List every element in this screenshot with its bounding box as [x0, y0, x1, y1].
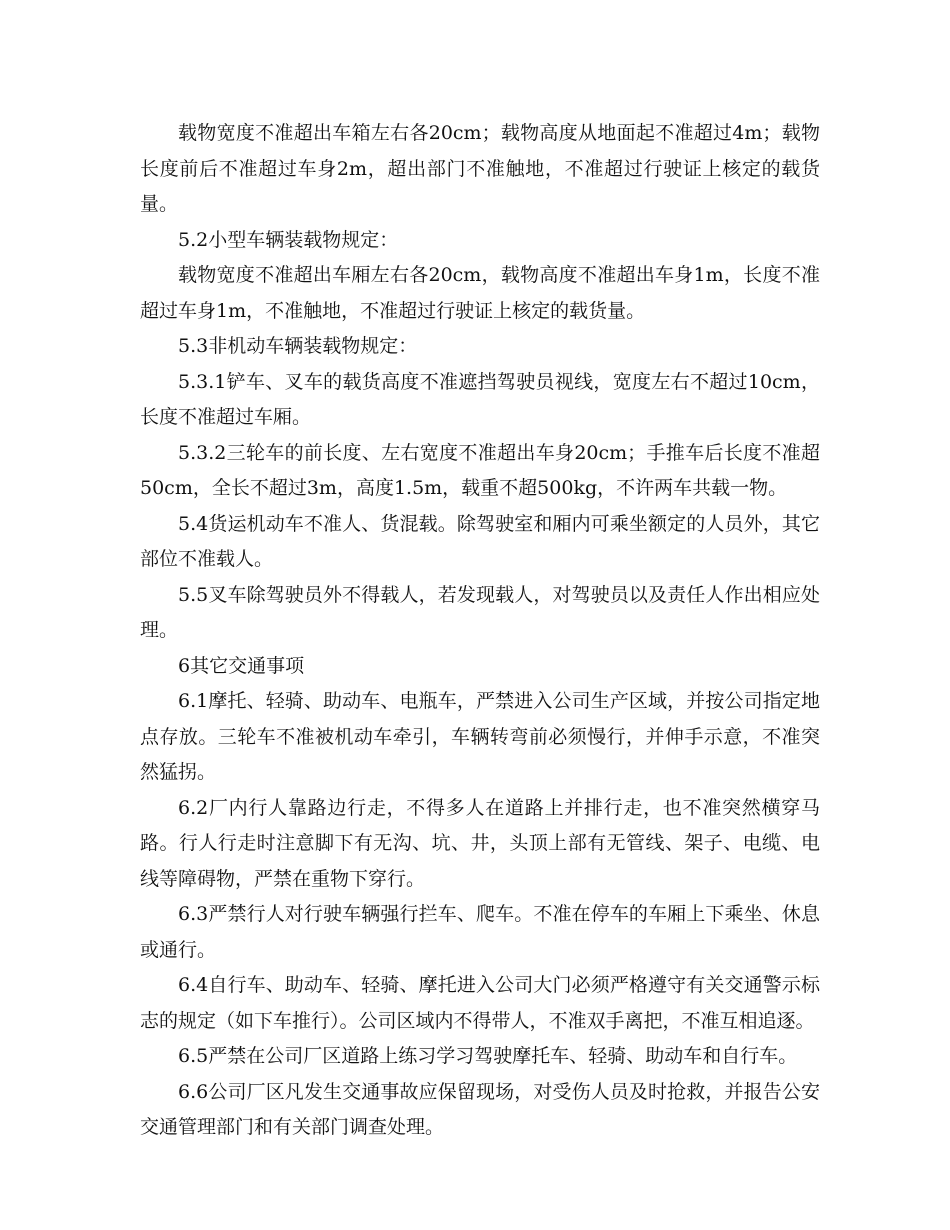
paragraph-cargo-width-small: 载物宽度不准超出车厢左右各20cm，载物高度不准超出车身1m，长度不准超过车身1m，不准触地，不准超过行驶证上核定的载货量。 — [140, 264, 820, 322]
paragraph-6-2: 6.2厂内行人靠路边行走，不得多人在道路上并排行走，也不准突然横穿马路。行人行走时注意脚下有无沟、坑、井，头顶上部有无管线、架子、电缆、电线等障碍物，严禁在重物下穿行。 — [140, 796, 820, 890]
paragraph-6-1: 6.1摩托、轻骑、助动车、电瓶车，严禁进入公司生产区域，并按公司指定地点存放。三轮车不准被机动车牵引，车辆转弯前必须慢行，并伸手示意，不准突然猛拐。 — [140, 690, 820, 783]
paragraph-5-3-2: 5.3.2三轮车的前长度、左右宽度不准超出车身20cm；手推车后长度不准超50cm，全长不超过3m，高度1.5m，载重不超500kg，不许两车共载一物。 — [140, 441, 820, 499]
paragraph-5-5: 5.5叉车除驾驶员外不得载人，若发现载人，对驾驶员以及责任人作出相应处理。 — [140, 583, 820, 641]
document-body — [140, 116, 820, 1146]
paragraph-cargo-width-large: 载物宽度不准超出车箱左右各20cm；载物高度从地面起不准超过4m；载物长度前后不准超过车身2m，超出部门不准触地，不准超过行驶证上核定的载货量。 — [140, 122, 820, 215]
paragraph-6-3: 6.3严禁行人对行驶车辆强行拦车、爬车。不准在停车的车厢上下乘坐、休息或通行。 — [140, 903, 820, 961]
paragraph-5-4: 5.4货运机动车不准人、货混载。除驾驶室和厢内可乘坐额定的人员外，其它部位不准载人。 — [140, 512, 820, 570]
heading-5-3: 5.3非机动车辆装载物规定： — [178, 335, 418, 357]
paragraph-6-6: 6.6公司厂区凡发生交通事故应保留现场，对受伤人员及时抢救，并报告公安交通管理部门和有关部门调查处理。 — [140, 1080, 820, 1138]
paragraph-6-4: 6.4自行车、助动车、轻骑、摩托进入公司大门必须严格遵守有关交通警示标志的规定（如下车推行）。公司区域内不得带人，不准双手离把，不准互相追逐。 — [140, 974, 820, 1032]
paragraph-5-3-1: 5.3.1铲车、叉车的载货高度不准遮挡驾驶员视线，宽度左右不超过10cm，长度不准超过车厢。 — [140, 370, 820, 428]
heading-6: 6其它交通事项 — [178, 654, 305, 677]
heading-5-2: 5.2小型车辆装载物规定： — [178, 228, 399, 251]
paragraph-6-5: 6.5严禁在公司厂区道路上练习学习驾驶摩托车、轻骑、助动车和自行车。 — [178, 1045, 798, 1067]
